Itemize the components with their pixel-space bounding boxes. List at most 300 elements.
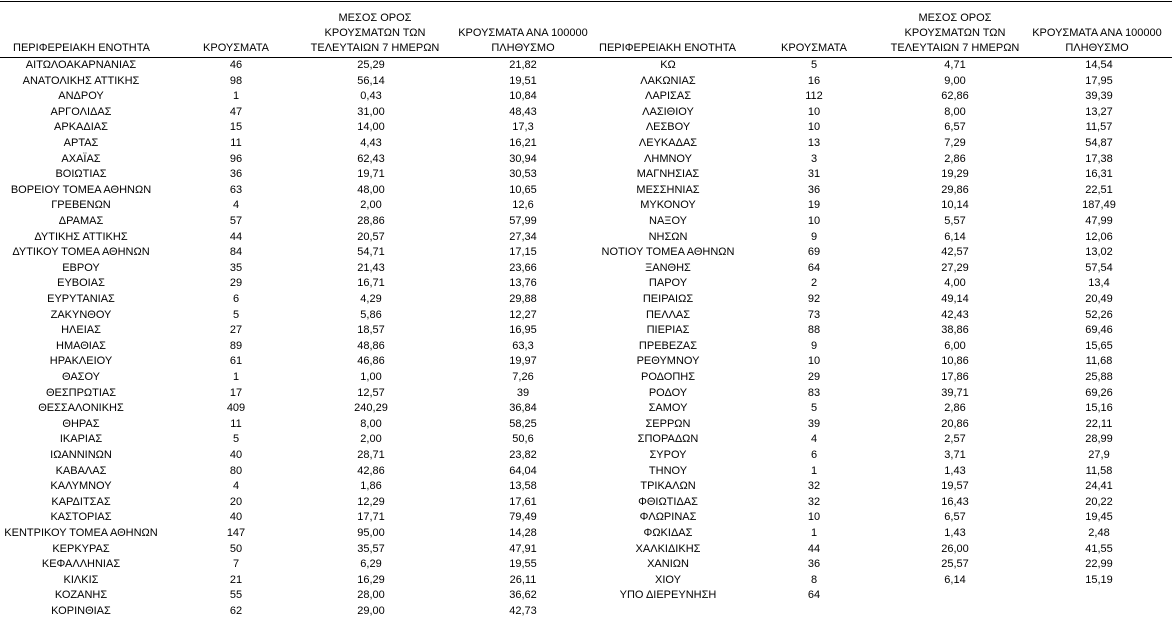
cell-cases: 80 xyxy=(229,464,243,477)
cell-cases: 84 xyxy=(229,246,243,259)
cell-avg7: 6,57 xyxy=(944,121,966,134)
header-cases-left-text: ΚΡΟΥΣΜΑΤΑ xyxy=(203,42,269,54)
cell-region: ΘΕΣΠΡΩΤΙΑΣ xyxy=(45,386,117,399)
cell-region: ΞΑΝΘΗΣ xyxy=(645,261,691,274)
cell-cases: 44 xyxy=(807,542,821,555)
cell-region: ΘΕΣΣΑΛΟΝΙΚΗΣ xyxy=(38,402,124,415)
cell-avg7: 240,29 xyxy=(354,402,388,415)
table-row xyxy=(0,526,600,542)
table-row xyxy=(0,339,600,355)
cell-region: ΠΕΛΛΑΣ xyxy=(645,308,691,321)
header-region-left xyxy=(0,41,163,56)
cell-region: ΜΕΣΣΗΝΙΑΣ xyxy=(636,183,700,196)
cell-cases: 11 xyxy=(230,417,242,430)
cell-region: ΑΙΤΩΛΟΑΚΑΡΝΑΝΙΑΣ xyxy=(25,59,137,71)
cell-per100k: 12,6 xyxy=(512,199,534,212)
cell-per100k: 27,34 xyxy=(509,230,537,243)
cell-region: ΦΘΙΩΤΙΔΑΣ xyxy=(638,495,698,508)
cell-per100k: 41,55 xyxy=(1085,542,1113,555)
table-row xyxy=(596,245,1172,261)
cell-avg7: 95,00 xyxy=(357,527,385,539)
cell-region: ΔΥΤΙΚΗΣ ΑΤΤΙΚΗΣ xyxy=(34,230,128,243)
header-per100k-left-line2: ΠΛΗΘΥΣΜΟ xyxy=(491,42,555,54)
table-row xyxy=(596,557,1172,573)
cell-region: ΣΑΜΟΥ xyxy=(648,402,688,415)
cell-avg7: 5,86 xyxy=(360,308,382,321)
cell-cases: 57 xyxy=(229,215,243,227)
cell-region: ΛΑΚΩΝΙΑΣ xyxy=(640,74,696,87)
cell-avg7: 28,86 xyxy=(357,215,385,227)
cell-per100k: 39 xyxy=(516,386,530,399)
cell-avg7: 16,29 xyxy=(357,573,385,586)
cell-avg7: 5,57 xyxy=(944,215,966,227)
cell-cases: 29 xyxy=(807,371,821,383)
cell-region: ΚΩ xyxy=(660,59,676,71)
cell-cases: 11 xyxy=(230,137,242,149)
cell-per100k: 10,65 xyxy=(509,183,537,196)
table-row xyxy=(0,401,600,417)
cell-avg7: 12,57 xyxy=(357,386,385,399)
cell-cases: 8 xyxy=(810,573,818,586)
table-row xyxy=(596,58,1172,74)
cell-cases: 35 xyxy=(229,261,243,274)
cell-region: ΚΑΣΤΟΡΙΑΣ xyxy=(50,511,112,524)
header-per100k-left xyxy=(448,26,598,56)
cell-avg7: 2,86 xyxy=(944,152,966,165)
cell-cases: 6 xyxy=(232,293,240,305)
cell-avg7: 16,43 xyxy=(941,495,969,508)
cell-region: ΚΑΡΔΙΤΣΑΣ xyxy=(51,495,111,508)
cell-cases: 21 xyxy=(229,573,243,586)
cell-per100k: 22,51 xyxy=(1085,183,1113,196)
table-row xyxy=(0,167,600,183)
header-per100k-left-line1: ΚΡΟΥΣΜΑΤΑ ΑΝΑ 100000 xyxy=(458,27,588,39)
table-row xyxy=(596,354,1172,370)
cell-region: ΣΥΡΟΥ xyxy=(649,449,687,461)
cell-avg7: 9,00 xyxy=(944,74,966,87)
table-row xyxy=(596,89,1172,105)
table-row xyxy=(596,588,1172,604)
table-row xyxy=(596,105,1172,121)
cell-cases: 10 xyxy=(807,121,821,134)
cell-region: ΦΩΚΙΔΑΣ xyxy=(643,527,693,539)
cell-avg7: 14,00 xyxy=(357,121,385,134)
table-row xyxy=(0,386,600,402)
header-avg-left-line3: ΤΕΛΕΥΤΑΙΩΝ 7 ΗΜΕΡΩΝ xyxy=(310,42,440,54)
table-row xyxy=(0,230,600,246)
cell-per100k: 54,87 xyxy=(1085,137,1113,149)
header-avg-right xyxy=(880,11,1030,56)
cell-region: ΝΗΣΩΝ xyxy=(648,230,688,243)
cell-per100k: 14,54 xyxy=(1085,59,1113,71)
cell-per100k: 42,73 xyxy=(509,605,537,617)
cell-avg7: 42,43 xyxy=(941,308,969,321)
cell-per100k: 22,99 xyxy=(1085,558,1113,571)
cell-avg7: 18,57 xyxy=(357,324,385,337)
cell-cases: 96 xyxy=(229,152,243,165)
header-avg-left xyxy=(300,11,450,56)
cell-per100k: 39,39 xyxy=(1085,90,1113,103)
cell-per100k: 23,82 xyxy=(509,449,537,461)
cell-avg7: 25,29 xyxy=(357,59,385,71)
cell-cases: 10 xyxy=(807,105,821,118)
table-row xyxy=(596,526,1172,542)
cell-per100k: 22,11 xyxy=(1085,417,1113,430)
cell-region: ΝΑΞΟΥ xyxy=(649,215,687,227)
cell-per100k: 48,43 xyxy=(509,105,537,118)
cell-avg7: 1,00 xyxy=(360,371,382,383)
cell-region: ΠΙΕΡΙΑΣ xyxy=(646,324,690,337)
cell-avg7: 2,57 xyxy=(944,433,966,446)
cell-region: ΡΕΘΥΜΝΟΥ xyxy=(636,355,700,368)
cell-per100k: 14,28 xyxy=(509,527,537,539)
cell-cases: 19 xyxy=(807,199,821,212)
cell-avg7: 12,29 xyxy=(357,495,385,508)
cell-region: ΧΑΛΚΙΔΙΚΗΣ xyxy=(635,542,701,555)
cell-cases: 63 xyxy=(229,183,243,196)
cell-avg7: 49,14 xyxy=(941,293,969,305)
cell-cases: 32 xyxy=(807,495,821,508)
table-row xyxy=(596,261,1172,277)
cell-per100k: 69,26 xyxy=(1085,386,1113,399)
cell-avg7: 2,86 xyxy=(944,402,966,415)
cell-cases: 89 xyxy=(229,339,243,352)
cell-per100k: 30,94 xyxy=(509,152,537,165)
table-row xyxy=(0,479,600,495)
cell-region: ΛΗΜΝΟΥ xyxy=(644,152,692,165)
table-row xyxy=(596,542,1172,558)
cell-cases: 10 xyxy=(807,355,821,368)
cell-avg7: 1,86 xyxy=(360,480,382,493)
table-row xyxy=(596,479,1172,495)
cell-region: ΠΡΕΒΕΖΑΣ xyxy=(638,339,698,352)
cell-cases: 29 xyxy=(229,277,243,290)
cell-cases: 1 xyxy=(810,464,818,477)
table-row xyxy=(0,292,600,308)
cell-avg7: 27,29 xyxy=(941,261,969,274)
cell-region: ΓΡΕΒΕΝΩΝ xyxy=(51,199,111,212)
table-row xyxy=(0,448,600,464)
table-row xyxy=(596,339,1172,355)
cell-avg7: 17,86 xyxy=(941,371,969,383)
cell-per100k: 63,3 xyxy=(512,339,534,352)
cell-region: ΙΩΑΝΝΙΝΩΝ xyxy=(50,449,112,461)
cell-avg7: 35,57 xyxy=(357,542,385,555)
cell-cases: 20 xyxy=(229,495,243,508)
cell-per100k: 28,99 xyxy=(1085,433,1113,446)
table-row xyxy=(0,261,600,277)
table-row xyxy=(596,276,1172,292)
cell-per100k: 12,06 xyxy=(1085,230,1113,243)
header-region-right xyxy=(595,41,740,56)
cell-avg7: 19,29 xyxy=(941,168,969,181)
cell-cases: 32 xyxy=(807,480,821,493)
cell-avg7: 6,57 xyxy=(944,511,966,524)
cell-cases: 61 xyxy=(229,355,243,368)
cell-cases: 1 xyxy=(232,371,240,383)
table-row xyxy=(596,308,1172,324)
table-row xyxy=(0,370,600,386)
cell-region: ΠΕΙΡΑΙΩΣ xyxy=(642,293,694,305)
cell-region: ΦΛΩΡΙΝΑΣ xyxy=(639,511,697,524)
cell-per100k: 29,88 xyxy=(509,293,537,305)
cell-region: ΝΟΤΙΟΥ ΤΟΜΕΑ ΑΘΗΝΩΝ xyxy=(601,246,735,259)
cell-per100k: 187,49 xyxy=(1082,199,1116,212)
cell-cases: 9 xyxy=(810,230,818,243)
table-row xyxy=(596,401,1172,417)
header-avg-left-line2: ΚΡΟΥΣΜΑΤΩΝ ΤΩΝ xyxy=(324,27,426,39)
table-row xyxy=(0,323,600,339)
cell-avg7: 0,43 xyxy=(360,90,382,103)
cell-cases: 55 xyxy=(229,589,243,602)
table-row xyxy=(0,542,600,558)
table-row xyxy=(596,292,1172,308)
cell-region: ΚΕΦΑΛΛΗΝΙΑΣ xyxy=(41,558,121,571)
table-row xyxy=(596,573,1172,589)
table-row xyxy=(0,214,600,230)
cell-region: ΕΥΡΥΤΑΝΙΑΣ xyxy=(47,293,115,305)
cell-avg7: 20,57 xyxy=(357,230,385,243)
header-avg-right-line1: ΜΕΣΟΣ ΟΡΟΣ xyxy=(918,12,992,24)
cell-region: ΜΑΓΝΗΣΙΑΣ xyxy=(636,168,700,181)
cell-cases: 3 xyxy=(810,152,818,165)
cell-avg7: 8,00 xyxy=(944,105,966,118)
cell-region: ΑΝΔΡΟΥ xyxy=(58,90,104,103)
cell-per100k: 13,58 xyxy=(509,480,537,493)
cell-region: ΛΕΣΒΟΥ xyxy=(645,121,691,134)
cell-cases: 39 xyxy=(807,417,821,430)
cell-cases: 88 xyxy=(807,324,821,337)
cell-cases: 15 xyxy=(229,121,243,134)
header-per100k-right xyxy=(1022,26,1172,56)
cell-per100k: 2,48 xyxy=(1088,527,1110,539)
cell-region: ΥΠΟ ΔΙΕΡΕΥΝΗΣΗ xyxy=(619,589,717,602)
cell-avg7: 4,43 xyxy=(360,137,382,149)
cell-per100k: 17,3 xyxy=(512,121,534,134)
table-row xyxy=(0,74,600,90)
cell-per100k: 19,55 xyxy=(509,558,537,571)
cell-per100k: 16,21 xyxy=(509,137,537,149)
cell-region: ΑΧΑΪΑΣ xyxy=(61,152,101,165)
cell-cases: 7 xyxy=(232,558,240,571)
cell-region: ΑΝΑΤΟΛΙΚΗΣ ΑΤΤΙΚΗΣ xyxy=(22,74,140,87)
cell-per100k: 47,99 xyxy=(1085,215,1113,227)
table-row xyxy=(596,510,1172,526)
table-row xyxy=(596,417,1172,433)
cell-cases: 1 xyxy=(810,527,818,539)
header-region-left-text: ΠΕΡΙΦΕΡΕΙΑΚΗ ΕΝΟΤΗΤΑ xyxy=(13,42,150,54)
cell-region: ΒΟΡΕΙΟΥ ΤΟΜΕΑ ΑΘΗΝΩΝ xyxy=(10,183,152,196)
table-row xyxy=(596,120,1172,136)
cell-region: ΑΡΚΑΔΙΑΣ xyxy=(54,121,108,134)
header-cases-right xyxy=(766,41,862,56)
cell-cases: 2 xyxy=(810,277,818,290)
cell-region: ΣΕΡΡΩΝ xyxy=(645,417,691,430)
cell-per100k: 19,45 xyxy=(1085,511,1113,524)
cell-per100k: 20,49 xyxy=(1085,293,1113,305)
cell-region: ΚΟΡΙΝΘΙΑΣ xyxy=(51,605,111,617)
table-row xyxy=(596,167,1172,183)
cell-cases: 40 xyxy=(229,511,243,524)
cell-cases: 4 xyxy=(232,480,240,493)
cell-avg7: 48,86 xyxy=(357,339,385,352)
table-row xyxy=(596,386,1172,402)
table-row xyxy=(0,588,600,604)
table-row xyxy=(0,245,600,261)
table-row xyxy=(596,198,1172,214)
table-row xyxy=(0,136,600,152)
table-row xyxy=(596,152,1172,168)
cell-cases: 1 xyxy=(232,90,240,103)
header-avg-right-line2: ΚΡΟΥΣΜΑΤΩΝ ΤΩΝ xyxy=(904,27,1006,39)
cell-region: ΚΑΛΥΜΝΟΥ xyxy=(50,480,112,493)
cell-region: ΔΥΤΙΚΟΥ ΤΟΜΕΑ ΑΘΗΝΩΝ xyxy=(12,246,150,259)
table-row xyxy=(0,557,600,573)
cell-per100k: 16,95 xyxy=(509,324,537,337)
cell-avg7: 42,86 xyxy=(357,464,385,477)
cell-avg7: 29,86 xyxy=(941,183,969,196)
cell-per100k: 57,99 xyxy=(509,215,537,227)
table-row xyxy=(0,276,600,292)
cell-avg7: 10,14 xyxy=(941,199,969,212)
cell-avg7: 28,71 xyxy=(357,449,385,461)
cell-avg7: 10,86 xyxy=(941,355,969,368)
table-row xyxy=(0,308,600,324)
cell-cases: 4 xyxy=(810,433,818,446)
table-row xyxy=(596,183,1172,199)
cell-avg7: 19,71 xyxy=(357,168,385,181)
cell-per100k: 11,58 xyxy=(1085,464,1113,477)
cell-avg7: 4,00 xyxy=(944,277,966,290)
cell-avg7: 20,86 xyxy=(941,417,969,430)
cell-cases: 64 xyxy=(807,589,821,602)
cell-avg7: 48,00 xyxy=(357,183,385,196)
cell-region: ΘΑΣΟΥ xyxy=(61,371,101,383)
table-row xyxy=(596,136,1172,152)
cell-per100k: 24,41 xyxy=(1085,480,1113,493)
table-row xyxy=(596,464,1172,480)
cell-avg7: 54,71 xyxy=(357,246,385,259)
cell-cases: 10 xyxy=(807,511,821,524)
cell-region: ΚΟΖΑΝΗΣ xyxy=(54,589,108,602)
cell-cases: 92 xyxy=(807,293,821,305)
table-row xyxy=(0,198,600,214)
cell-avg7: 62,86 xyxy=(941,90,969,103)
cell-cases: 5 xyxy=(232,308,240,321)
cell-avg7: 2,00 xyxy=(360,433,382,446)
header-cases-left xyxy=(188,41,284,56)
cell-region: ΧΙΟΥ xyxy=(655,573,681,586)
cell-cases: 6 xyxy=(810,449,818,461)
table-row xyxy=(596,495,1172,511)
cell-avg7: 25,57 xyxy=(941,558,969,571)
cell-per100k: 19,97 xyxy=(509,355,537,368)
cell-cases: 98 xyxy=(229,74,243,87)
cell-avg7: 6,00 xyxy=(944,339,966,352)
cell-cases: 13 xyxy=(807,137,821,149)
cell-avg7: 46,86 xyxy=(357,355,385,368)
cell-per100k: 36,84 xyxy=(509,402,537,415)
table-row xyxy=(0,105,600,121)
cell-cases: 46 xyxy=(229,59,243,71)
cell-per100k: 16,31 xyxy=(1085,168,1113,181)
cell-per100k: 11,68 xyxy=(1085,355,1113,368)
cell-region: ΚΑΒΑΛΑΣ xyxy=(55,464,107,477)
cell-cases: 409 xyxy=(226,402,246,415)
cell-cases: 69 xyxy=(807,246,821,259)
cell-avg7: 4,71 xyxy=(944,59,966,71)
table-row xyxy=(0,464,600,480)
cell-avg7: 6,29 xyxy=(360,558,382,571)
cell-per100k: 23,66 xyxy=(509,261,537,274)
cell-avg7: 17,71 xyxy=(357,511,385,524)
cell-region: ΜΥΚΟΝΟΥ xyxy=(640,199,696,212)
cell-cases: 47 xyxy=(229,105,243,118)
cell-cases: 10 xyxy=(807,215,821,227)
cell-per100k: 15,65 xyxy=(1085,339,1113,352)
table-row xyxy=(0,89,600,105)
cell-region: ΤΡΙΚΑΛΩΝ xyxy=(640,480,696,493)
header-per100k-right-line1: ΚΡΟΥΣΜΑΤΑ ΑΝΑ 100000 xyxy=(1032,27,1162,39)
header-per100k-right-line2: ΠΛΗΘΥΣΜΟ xyxy=(1065,42,1129,54)
cell-region: ΣΠΟΡΑΔΩΝ xyxy=(637,433,699,446)
cell-region: ΛΕΥΚΑΔΑΣ xyxy=(638,137,698,149)
table-row xyxy=(0,417,600,433)
cell-region: ΛΑΡΙΣΑΣ xyxy=(644,90,691,103)
cell-per100k: 17,15 xyxy=(509,246,537,259)
table-row xyxy=(596,214,1172,230)
header-avg-right-line3: ΤΕΛΕΥΤΑΙΩΝ 7 ΗΜΕΡΩΝ xyxy=(890,42,1020,54)
cell-region: ΕΒΡΟΥ xyxy=(62,261,100,274)
cell-per100k: 64,04 xyxy=(509,464,537,477)
cell-cases: 64 xyxy=(807,261,821,274)
cell-cases: 36 xyxy=(229,168,243,181)
cell-cases: 44 xyxy=(229,230,243,243)
cell-per100k: 26,11 xyxy=(509,573,537,586)
table-row xyxy=(596,432,1172,448)
cell-region: ΒΟΙΩΤΙΑΣ xyxy=(55,168,107,181)
cell-avg7: 8,00 xyxy=(360,417,382,430)
cell-per100k: 13,27 xyxy=(1085,105,1113,118)
cell-cases: 31 xyxy=(807,168,821,181)
cell-region: ΡΟΔΟΥ xyxy=(648,386,688,399)
cell-per100k: 79,49 xyxy=(509,511,537,524)
cell-region: ΕΥΒΟΙΑΣ xyxy=(57,277,105,290)
header-region-right-text: ΠΕΡΙΦΕΡΕΙΑΚΗ ΕΝΟΤΗΤΑ xyxy=(599,42,736,54)
table-row xyxy=(596,323,1172,339)
table-row xyxy=(596,230,1172,246)
cell-per100k: 15,16 xyxy=(1085,402,1113,415)
cell-per100k: 7,26 xyxy=(512,371,534,383)
cell-per100k: 30,53 xyxy=(509,168,537,181)
cell-per100k: 57,54 xyxy=(1085,261,1113,274)
cell-region: ΠΑΡΟΥ xyxy=(648,277,688,290)
cell-avg7: 19,57 xyxy=(941,480,969,493)
table-row xyxy=(0,510,600,526)
cell-avg7: 6,14 xyxy=(944,573,966,586)
cell-region: ΑΡΓΟΛΙΔΑΣ xyxy=(50,105,112,118)
cell-region: ΡΟΔΟΠΗΣ xyxy=(640,371,696,383)
table-row xyxy=(596,370,1172,386)
cell-region: ΚΕΡΚΥΡΑΣ xyxy=(52,542,110,555)
cell-avg7: 1,43 xyxy=(944,464,966,477)
cell-per100k: 21,82 xyxy=(509,59,537,71)
cell-avg7: 4,29 xyxy=(360,293,382,305)
cell-cases: 4 xyxy=(232,199,240,212)
cell-region: ΑΡΤΑΣ xyxy=(63,137,99,149)
cell-per100k: 10,84 xyxy=(509,90,537,103)
table-row xyxy=(0,432,600,448)
